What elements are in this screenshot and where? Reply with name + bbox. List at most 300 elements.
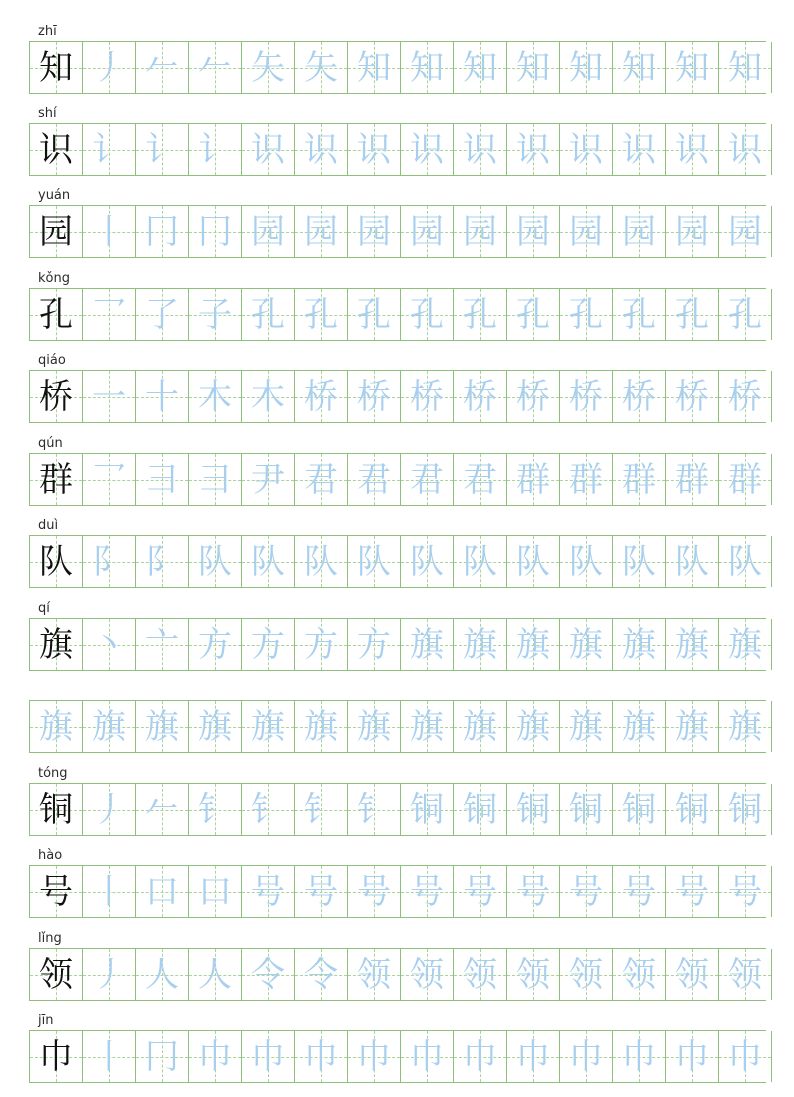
trace-cell [719,1031,772,1082]
trace-character: 乛 [92,294,126,335]
trace-cell [719,784,772,835]
trace-character: 旗 [39,706,73,747]
trace-cell [136,784,189,835]
trace-character: 丿 [92,47,126,88]
trace-character: 号 [357,871,391,912]
trace-cell [560,1031,613,1082]
trace-cell [560,42,613,93]
trace-character: 旗 [569,706,603,747]
trace-character: 群 [675,459,709,500]
trace-character: 旗 [251,706,285,747]
character-row [29,600,766,671]
trace-cell [348,124,401,175]
trace-cell [719,619,772,670]
trace-cell [560,289,613,340]
trace-character: 队 [463,541,497,582]
trace-character: 铜 [410,789,444,830]
trace-character: 讠 [198,129,232,170]
trace-cell [136,536,189,587]
trace-character: 群 [728,459,762,500]
trace-cell [560,536,613,587]
trace-cell [242,124,295,175]
model-character: 铜 [39,789,73,830]
trace-character: 令 [304,954,338,995]
trace-character: 铜 [569,789,603,830]
trace-character: 知 [728,47,762,88]
character-row [29,517,766,588]
trace-character: 铜 [516,789,550,830]
writing-grid [29,41,766,94]
trace-cell [295,1031,348,1082]
trace-cell [401,289,454,340]
trace-cell [613,289,666,340]
trace-cell [666,866,719,917]
trace-cell [560,949,613,1000]
trace-cell [348,1031,401,1082]
trace-cell [401,949,454,1000]
trace-character: 孔 [357,294,391,335]
trace-cell [348,371,401,422]
trace-cell [189,454,242,505]
trace-cell [83,371,136,422]
trace-character: 旗 [622,706,656,747]
trace-cell [560,371,613,422]
pinyin-label: zhī [38,24,57,39]
trace-character: 知 [463,47,497,88]
trace-cell [242,949,295,1000]
writing-grid [29,700,766,753]
trace-cell [507,124,560,175]
trace-character: 旗 [569,624,603,665]
trace-cell [454,536,507,587]
trace-cell [136,124,189,175]
trace-cell [454,371,507,422]
trace-cell [507,866,560,917]
trace-character: 旗 [516,706,550,747]
trace-cell [613,866,666,917]
trace-cell [83,536,136,587]
trace-cell [613,371,666,422]
trace-character: 巾 [675,1036,709,1077]
trace-character: 木 [251,376,285,417]
trace-cell [613,619,666,670]
trace-cell [613,784,666,835]
trace-cell [613,536,666,587]
trace-cell [613,454,666,505]
trace-cell [719,289,772,340]
trace-cell [295,784,348,835]
trace-character: 巾 [728,1036,762,1077]
trace-character: 队 [622,541,656,582]
trace-character: 钅 [304,789,338,830]
trace-cell [454,866,507,917]
trace-cell [401,784,454,835]
character-row [29,352,766,423]
trace-cell [83,454,136,505]
trace-character: 冂 [198,211,232,252]
trace-cell [560,866,613,917]
trace-cell [136,206,189,257]
pinyin-label: kǒng [38,271,70,286]
trace-cell [295,289,348,340]
trace-character: 丿 [92,789,126,830]
trace-cell [295,42,348,93]
trace-cell [507,371,560,422]
pinyin-label: hào [38,848,63,863]
trace-cell [348,866,401,917]
trace-cell [136,371,189,422]
trace-cell [189,124,242,175]
trace-character: 领 [622,954,656,995]
trace-cell [719,124,772,175]
trace-character: 领 [410,954,444,995]
trace-character: 铜 [728,789,762,830]
trace-cell [613,206,666,257]
trace-cell [295,454,348,505]
model-character-cell [30,206,83,257]
trace-cell [454,289,507,340]
trace-cell [666,454,719,505]
trace-character: 号 [251,871,285,912]
trace-cell [507,701,560,752]
trace-character: 领 [675,954,709,995]
trace-character: 识 [728,129,762,170]
trace-cell [242,206,295,257]
model-character: 群 [39,459,73,500]
trace-cell [719,206,772,257]
trace-cell [719,701,772,752]
trace-character: 孔 [410,294,444,335]
trace-character: 园 [569,211,603,252]
pinyin-label: qí [38,601,50,616]
trace-character: 知 [516,47,550,88]
trace-character: 领 [357,954,391,995]
model-character: 识 [39,129,73,170]
character-row [29,765,766,836]
character-row [29,23,766,94]
trace-character: 队 [357,541,391,582]
trace-cell [401,866,454,917]
trace-character: 亠 [145,624,179,665]
model-character: 园 [39,211,73,252]
trace-character: 号 [622,871,656,912]
trace-character: 识 [410,129,444,170]
trace-character: 旗 [516,624,550,665]
character-row [29,187,766,258]
trace-cell [666,42,719,93]
trace-cell [242,289,295,340]
trace-character: 丿 [92,954,126,995]
trace-cell [348,454,401,505]
model-character: 领 [39,954,73,995]
trace-character: 旗 [463,706,497,747]
trace-cell [83,866,136,917]
character-row [29,435,766,506]
trace-cell [242,701,295,752]
trace-cell [83,784,136,835]
pinyin-label: qún [38,436,63,451]
trace-cell [666,619,719,670]
trace-cell [454,124,507,175]
trace-cell [401,536,454,587]
trace-character: 知 [410,47,444,88]
trace-cell [348,206,401,257]
trace-cell [507,536,560,587]
pinyin-label: jīn [38,1013,54,1028]
trace-character: 钅 [198,789,232,830]
trace-cell [242,784,295,835]
trace-cell [401,701,454,752]
trace-cell [454,1031,507,1082]
trace-cell [189,784,242,835]
trace-character: 知 [569,47,603,88]
writing-grid [29,453,766,506]
trace-character: 号 [728,871,762,912]
trace-cell [507,454,560,505]
trace-cell [401,1031,454,1082]
trace-character: 孔 [463,294,497,335]
trace-character: 木 [198,376,232,417]
trace-character: 铜 [463,789,497,830]
trace-character: 孔 [516,294,550,335]
trace-character: 号 [463,871,497,912]
trace-character: 君 [304,459,338,500]
trace-cell [719,536,772,587]
trace-cell [295,371,348,422]
model-character: 旗 [39,624,73,665]
pinyin-label: lǐng [38,931,62,946]
writing-grid [29,288,766,341]
trace-character: 领 [728,954,762,995]
trace-cell [242,536,295,587]
model-character: 队 [39,541,73,582]
trace-character: 孔 [675,294,709,335]
trace-character: 了 [145,294,179,335]
trace-cell [401,454,454,505]
trace-cell [507,289,560,340]
model-character: 桥 [39,376,73,417]
trace-cell [507,619,560,670]
trace-cell [454,206,507,257]
character-row [29,105,766,176]
trace-cell [295,124,348,175]
trace-character: 君 [357,459,391,500]
trace-cell [454,454,507,505]
trace-cell [454,619,507,670]
trace-cell [295,866,348,917]
pinyin-label: duì [38,518,59,533]
trace-cell [83,1031,136,1082]
trace-character: 号 [675,871,709,912]
trace-character: 队 [198,541,232,582]
trace-character: 旗 [622,624,656,665]
model-character-cell [30,536,83,587]
model-character-cell [30,784,83,835]
trace-cell [295,619,348,670]
model-character-cell [30,42,83,93]
trace-cell [401,206,454,257]
trace-character: 桥 [357,376,391,417]
trace-character: 方 [251,624,285,665]
trace-cell [83,42,136,93]
trace-cell [136,1031,189,1082]
character-row [29,930,766,1001]
trace-character: 号 [516,871,550,912]
trace-character: 巾 [410,1036,444,1077]
trace-character: 旗 [728,706,762,747]
writing-grid [29,618,766,671]
trace-cell [507,949,560,1000]
trace-cell [666,371,719,422]
trace-character: 识 [569,129,603,170]
trace-character: 讠 [145,129,179,170]
trace-character: 旗 [92,706,126,747]
trace-cell [83,701,136,752]
trace-cell [719,454,772,505]
trace-cell [454,784,507,835]
trace-cell [666,289,719,340]
trace-character: 讠 [92,129,126,170]
trace-cell [242,619,295,670]
trace-cell [348,949,401,1000]
trace-character: 知 [622,47,656,88]
trace-cell [189,949,242,1000]
trace-character: 孔 [569,294,603,335]
model-character-cell [30,1031,83,1082]
trace-character: 彐 [198,459,232,500]
trace-cell [613,949,666,1000]
trace-character: 尹 [251,459,285,500]
trace-character: 阝 [145,541,179,582]
trace-cell [507,1031,560,1082]
pinyin-label: qiáo [38,353,66,368]
trace-character: 巾 [304,1036,338,1077]
trace-character: 旗 [145,706,179,747]
trace-character: 子 [198,294,232,335]
writing-grid [29,948,766,1001]
trace-character: 号 [569,871,603,912]
trace-character: 旗 [304,706,338,747]
trace-character: 队 [410,541,444,582]
model-character-cell [30,124,83,175]
trace-character: 彐 [145,459,179,500]
trace-character: 丨 [92,871,126,912]
trace-cell [189,206,242,257]
trace-cell [666,206,719,257]
trace-cell [719,371,772,422]
trace-character: 群 [622,459,656,500]
model-character: 巾 [39,1036,73,1077]
trace-cell [560,619,613,670]
trace-character: 队 [675,541,709,582]
trace-character: 领 [463,954,497,995]
trace-cell [83,289,136,340]
trace-character: 旗 [728,624,762,665]
trace-cell [30,701,83,752]
trace-character: 巾 [198,1036,232,1077]
trace-cell [242,454,295,505]
model-character-cell [30,371,83,422]
trace-cell [560,454,613,505]
trace-character: 园 [728,211,762,252]
trace-character: 队 [251,541,285,582]
trace-character: 旗 [357,706,391,747]
trace-character: 园 [410,211,444,252]
trace-character: 领 [516,954,550,995]
trace-character: 孔 [622,294,656,335]
trace-cell [295,701,348,752]
trace-character: 桥 [304,376,338,417]
trace-cell [507,784,560,835]
writing-grid [29,370,766,423]
trace-character: 铜 [675,789,709,830]
trace-character: 队 [516,541,550,582]
trace-cell [136,866,189,917]
trace-character: 知 [357,47,391,88]
character-row [29,270,766,341]
trace-cell [348,701,401,752]
writing-grid [29,535,766,588]
trace-character: 知 [675,47,709,88]
trace-cell [401,124,454,175]
trace-character: 桥 [516,376,550,417]
trace-cell [719,866,772,917]
trace-character: 队 [304,541,338,582]
trace-cell [189,42,242,93]
trace-character: 方 [304,624,338,665]
trace-character: 桥 [728,376,762,417]
trace-character: 乛 [92,459,126,500]
trace-character: 巾 [622,1036,656,1077]
trace-cell [242,1031,295,1082]
trace-character: 巾 [463,1036,497,1077]
trace-cell [560,784,613,835]
trace-cell [189,619,242,670]
trace-cell [401,42,454,93]
trace-character: 𠂉 [145,789,179,830]
trace-character: 阝 [92,541,126,582]
trace-character: 孔 [728,294,762,335]
trace-character: 君 [463,459,497,500]
trace-character: 君 [410,459,444,500]
trace-cell [560,124,613,175]
trace-cell [507,206,560,257]
trace-character: 冂 [145,1036,179,1077]
trace-cell [295,536,348,587]
trace-cell [666,949,719,1000]
trace-character: 巾 [251,1036,285,1077]
writing-grid [29,783,766,836]
trace-character: 钅 [357,789,391,830]
trace-cell [136,289,189,340]
trace-character: 方 [198,624,232,665]
trace-cell [83,124,136,175]
trace-cell [83,619,136,670]
trace-cell [507,42,560,93]
trace-cell [666,1031,719,1082]
writing-grid [29,123,766,176]
trace-character: 园 [516,211,550,252]
trace-character: 园 [304,211,338,252]
trace-character: 桥 [569,376,603,417]
trace-cell [401,371,454,422]
trace-cell [613,124,666,175]
model-character-cell [30,454,83,505]
trace-cell [348,784,401,835]
trace-cell [348,289,401,340]
trace-character: 矢 [251,47,285,88]
trace-cell [666,701,719,752]
